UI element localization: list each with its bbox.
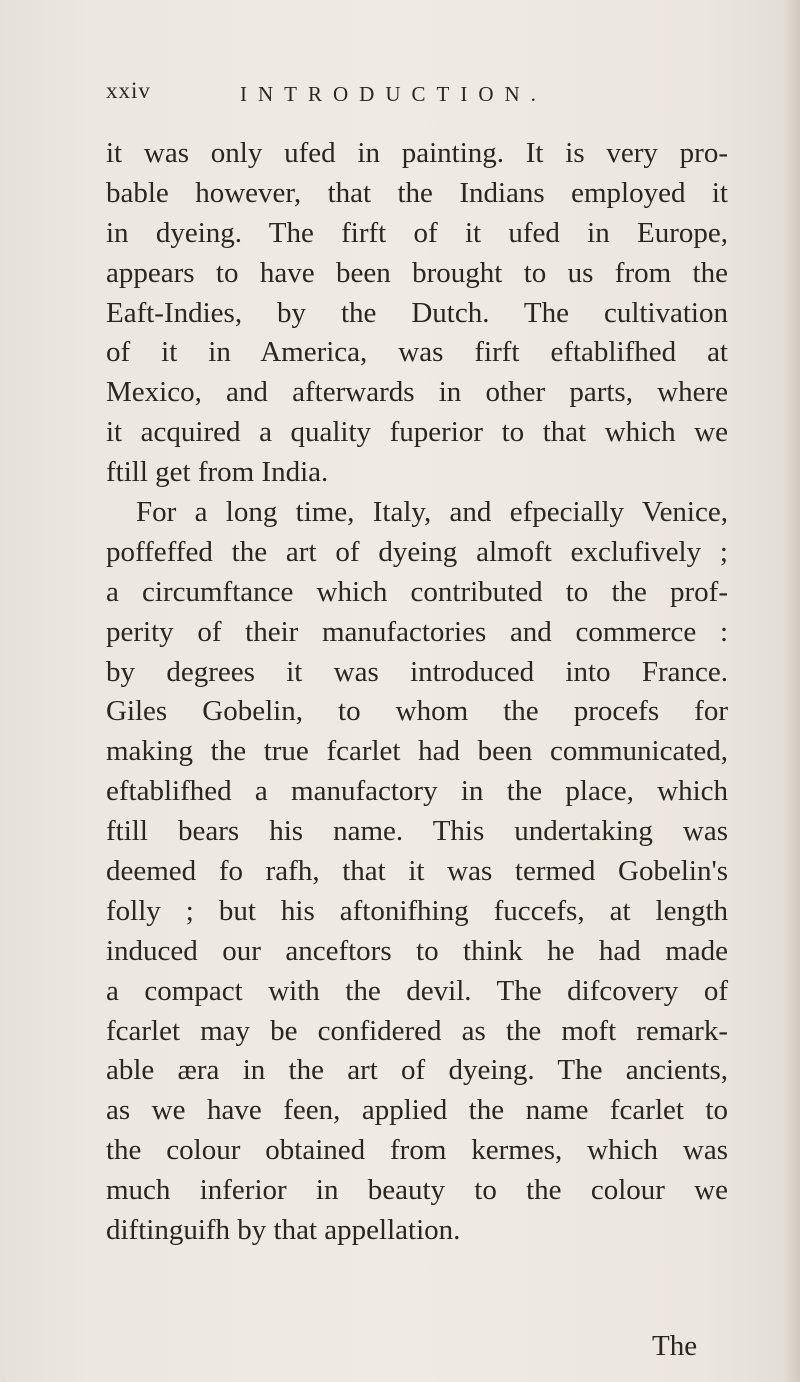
text-line: perity of their manufactories and commerce : (106, 615, 728, 648)
text-line: of it in America, was firft eftablifhed at (106, 336, 728, 369)
text-line: making the true fcarlet had been communicated, (106, 735, 728, 768)
text-line: bable however, that the Indians employed it (106, 176, 728, 209)
text-line: induced our anceftors to think he had made (106, 934, 728, 967)
text-line: much inferior in beauty to the colour we (106, 1174, 728, 1207)
body-text (106, 134, 728, 1251)
text-line: deemed fo rafh, that it was termed Gobelin's (106, 855, 728, 888)
text-line: in dyeing. The firft of it ufed in Europe, (106, 216, 728, 249)
text-line: by degrees it was introduced into France. (106, 655, 728, 688)
running-head: INTRODUCTION. (240, 82, 547, 106)
text-line: Giles Gobelin, to whom the procefs for (106, 695, 728, 728)
text-line: diftinguifh by that appellation. (106, 1214, 461, 1247)
text-line: Eaft-Indies, by the Dutch. The cultivation (106, 296, 728, 329)
page-number: xxiv (106, 78, 151, 103)
text-line: it was only ufed in painting. It is very pro- (106, 137, 728, 169)
text-line: eftablifhed a manufactory in the place, which (106, 775, 728, 808)
text-line: it acquired a quality fuperior to that which we (106, 416, 728, 449)
text-line: the colour obtained from kermes, which was (106, 1134, 728, 1167)
text-line: ftill get from India. (106, 456, 329, 489)
catchword: The (652, 1330, 698, 1362)
page-edge-shadow (784, 0, 800, 1382)
text-line: Mexico, and afterwards in other parts, where (106, 376, 728, 409)
text-line: as we have feen, applied the name fcarlet to (106, 1094, 728, 1127)
text-line: appears to have been brought to us from the (106, 256, 728, 289)
text-line: a circumftance which contributed to the prof- (106, 575, 728, 608)
page-header (106, 78, 726, 118)
text-line: able æra in the art of dyeing. The ancients, (106, 1054, 728, 1087)
text-line: folly ; but his aftonifhing fuccefs, at length (106, 894, 728, 927)
text-line: poffeffed the art of dyeing almoft exclufively ; (106, 535, 728, 568)
text-line: a compact with the devil. The difcovery of (106, 974, 728, 1007)
text-line: fcarlet may be confidered as the moft remark- (106, 1014, 728, 1047)
text-line: ftill bears his name. This undertaking was (106, 815, 728, 848)
text-line: For a long time, Italy, and efpecially Venice, (136, 496, 728, 529)
